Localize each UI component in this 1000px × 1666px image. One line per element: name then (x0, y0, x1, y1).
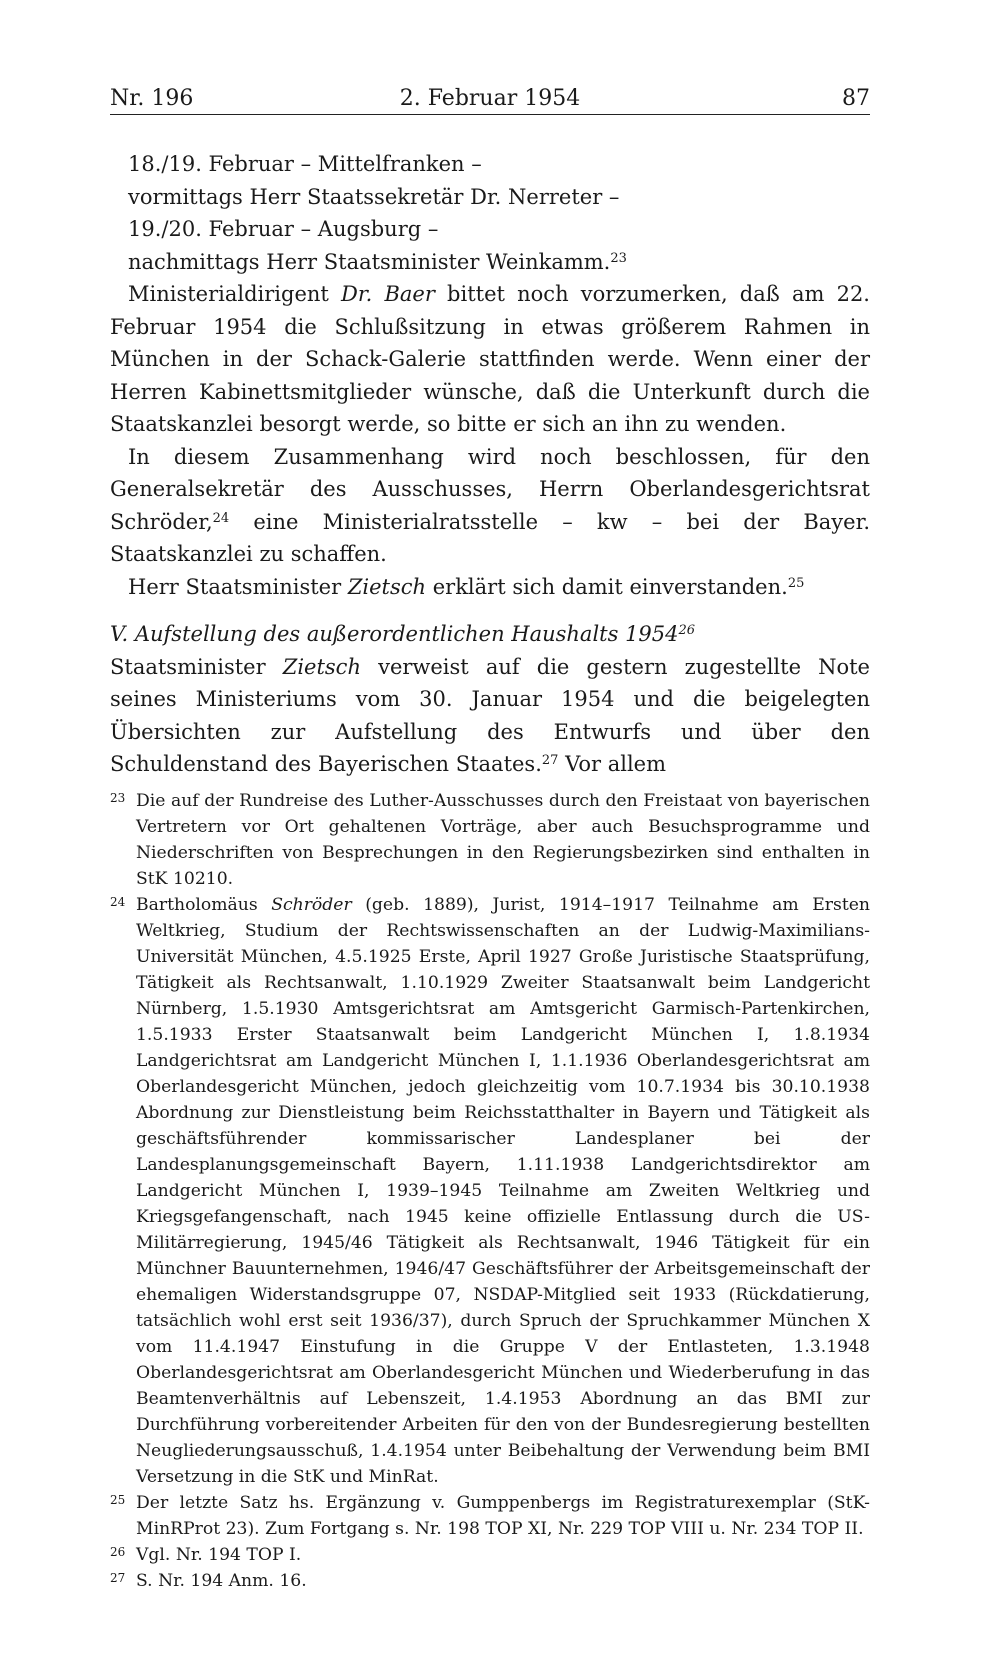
paragraph-text: Vor allem (558, 752, 667, 776)
paragraph-text: Staatsminister (110, 654, 283, 679)
footnote-text: Die auf der Rundreise des Luther-Ausschusses durch den Freistaat von bayerischen Vertretern vor Ort gehaltenen Vorträge, aber auch Besuchsprogramme und Niederschriften von Besprechungen in den Regierungsbezirken sind enthalten in StK 10210. (136, 791, 870, 889)
paragraph-text: Herr Staatsminister (128, 574, 348, 599)
footnote-text: Vgl. Nr. 194 TOP I. (136, 1545, 302, 1565)
paragraph-zietsch (110, 571, 870, 604)
footnote-text: Der letzte Satz hs. Ergänzung v. Gumppenbergs im Registraturexemplar (StK-MinRProt 23). Zum Fortgang s. Nr. 198 TOP XI, Nr. 229 TOP VIII u. Nr. 234 TOP II. (136, 1493, 870, 1539)
schedule-line: vormittags Herr Staatssekretär Dr. Nerreter – (128, 184, 620, 209)
running-header (110, 84, 870, 115)
paragraph-baer (110, 278, 870, 441)
footnote-24 (110, 892, 870, 1490)
person-name: Dr. Baer (341, 282, 435, 306)
footnote-27 (110, 1568, 870, 1594)
schedule-line: 18./19. Februar – Mittelfranken – (128, 152, 482, 176)
schedule-line: 19./20. Februar – Augsburg – (128, 217, 439, 241)
paragraph-text: erklärt sich damit einverstanden. (426, 574, 788, 599)
paragraph-text: bittet noch vorzumerken, daß am 22. Februar 1954 die Schlußsitzung in etwas größerem Rahmen in München in der Schack-Galerie stattfinden werde. Wenn einer der Herren Kabinettsmitglieder wünsche, daß die Unterkunft durch die Staatskanzlei besorgt werde, so bitte er sich an ihn zu wenden. (110, 282, 870, 436)
footnote-ref: 25 (787, 575, 805, 591)
document-number: Nr. 196 (110, 86, 194, 111)
paragraph-text: verweist auf die gestern zugestellte Note seines Ministeriums vom 30. Januar 1954 und die beigelegten Übersichten zur Aufstellung des Entwurfs und über den Schuldenstand des Bayerischen Staates. (110, 654, 870, 776)
footnote-26 (110, 1542, 870, 1568)
person-name: Schröder (271, 895, 352, 915)
footnote-text: (geb. 1889), Jurist, 1914–1917 Teilnahme am Ersten Weltkrieg, Studium der Rechtswissenschaften an der Ludwig-Maximilians-Universität München, 4.5.1925 Erste, April 1927 Große Juristische Staatsprüfung, Tätigkeit als Rechtsanwalt, 1.10.1929 Zweiter Staatsanwalt beim Landgericht Nürnberg, 1.5.1930 Amtsgerichtsrat am Amtsgericht Garmisch-Partenkirchen, 1.5.1933 Erster Staatsanwalt beim Landgericht München I, 1.8.1934 Landgerichtsrat am Landgericht München I, 1.1.1936 Oberlandesgerichtsrat am Oberlandesgericht München, jedoch gleichzeitig vom 10.7.1934 bis 30.10.1938 Abordnung zur Dienstleistung beim Reichsstatthalter in Bayern und Tätigkeit als geschäftsführender kommissarischer Landesplaner bei der Landesplanungsgemeinschaft Bayern, 1.11.1938 Landgerichtsdirektor am Landgericht München I, 1939–1945 Teilnahme am Zweiten Weltkrieg und Kriegsgefangenschaft, nach 1945 keine offizielle Entlassung durch die US-Militärregierung, 1945/46 Tätigkeit als Rechtsanwalt, 1946 Tätigkeit für ein Münchner Bauunternehmen, 1946/47 Geschäftsführer der Arbeitsgemeinschaft der ehemaligen Widerstandsgruppe 07, NSDAP-Mitglied seit 1933 (Rückdatierung, tatsächlich wohl erst seit 1936/37), durch Spruch der Spruchkammer München X vom 11.4.1947 Einstufung in die Gruppe V der Entlasteten, 1.3.1948 Oberlandesgerichtsrat am Oberlandesgericht München und Wiederberufung in das Beamtenverhältnis auf Lebenszeit, 1.4.1953 Abordnung an das BMI zur Durchführung vorbereitender Arbeiten für den von der Bundesregierung bestellten Neugliederungsausschuß, 1.4.1954 unter Beibehaltung der Verwendung beim BMI Versetzung in die StK und MinRat. (136, 895, 870, 1487)
footnote-text: Bartholomäus (136, 895, 272, 915)
footnote-number: 25 (110, 1493, 126, 1507)
footnote-number: 23 (110, 791, 126, 805)
footnote-number: 24 (110, 895, 126, 909)
footnote-23 (110, 788, 870, 892)
paragraph-text: eine Ministerialratsstelle – kw – bei der Bayer. Staatskanzlei zu schaffen. (110, 509, 870, 566)
person-name: Zietsch (347, 574, 427, 599)
person-name: Zietsch (282, 654, 361, 679)
header-date: 2. Februar 1954 (399, 86, 581, 111)
footnotes (110, 788, 870, 1594)
footnote-ref: 23 (610, 250, 627, 266)
page-number: 87 (842, 86, 870, 111)
section-title: V. Aufstellung des außerordentlichen Haushalts 1954 (110, 622, 679, 646)
main-text (110, 148, 870, 781)
schedule-text: nachmittags Herr Staatsminister Weinkamm. (128, 249, 611, 274)
section-heading (110, 618, 870, 651)
footnote-25 (110, 1490, 870, 1542)
paragraph-context (110, 441, 870, 571)
paragraph-text: In diesem Zusammenhang wird noch beschlossen, für den Generalsekretär des Ausschusses, Herrn Oberlandesgerichtsrat Schröder, (110, 444, 870, 534)
paragraph-section (110, 651, 870, 781)
footnote-text: S. Nr. 194 Anm. 16. (136, 1571, 307, 1591)
footnote-ref: 24 (212, 510, 230, 526)
footnote-ref: 26 (678, 623, 696, 638)
footnote-ref: 27 (541, 753, 559, 768)
paragraph-text: Ministerialdirigent (128, 282, 342, 306)
schedule-line (110, 246, 870, 279)
footnote-number: 27 (110, 1571, 126, 1585)
footnote-number: 26 (110, 1545, 126, 1559)
